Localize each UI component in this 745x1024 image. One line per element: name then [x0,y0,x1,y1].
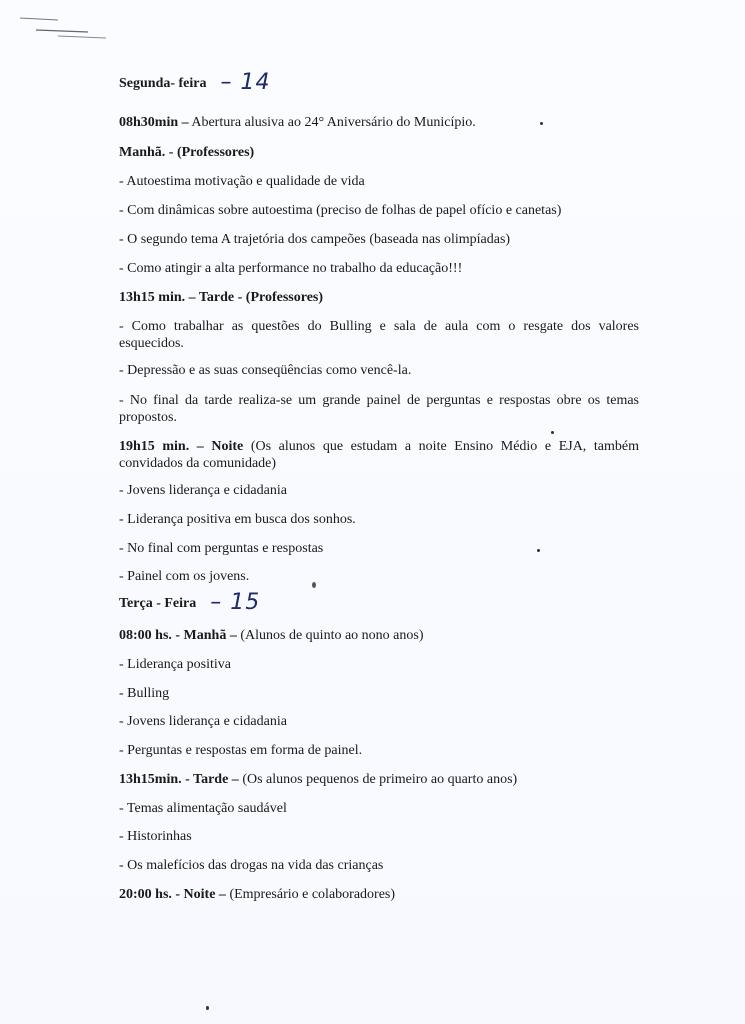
list-item: - O segundo tema A trajetória dos campeões (baseada nas olimpíadas) [119,232,511,247]
list-item: - Bulling [119,686,170,701]
scan-speck [206,1006,209,1010]
list-item: - Autoestima motivação e qualidade de vida [119,174,365,189]
list-item: - Depressão e as suas conseqüências como vencê-la. [119,363,412,378]
list-item: - Liderança positiva [119,657,231,672]
list-item: - No final da tarde realiza-se um grande painel de perguntas e respostas obre os temas propostos. [119,393,639,425]
scan-speck [540,122,543,125]
list-item: - Os malefícios das drogas na vida das crianças [119,858,384,873]
tuesday-handwritten-date: – 15 [210,590,261,615]
tuesday-title: Terça - Feira – 15 [119,590,261,615]
scan-speck [537,549,540,552]
list-item: - Perguntas e respostas em forma de painel. [119,743,363,758]
list-item: - Jovens liderança e cidadania [119,483,287,498]
list-item: - Temas alimentação saudável [119,801,287,816]
list-item: - Como trabalhar as questões do Bulling e sala de aula com o resgate dos valores esquecidos. [119,319,639,351]
list-item: - Liderança positiva em busca dos sonhos. [119,512,356,527]
list-item: - Com dinâmicas sobre autoestima (preciso de folhas de papel ofício e canetas) [119,203,562,218]
list-item: - Painel com os jovens. [119,569,250,584]
scan-edge-mark [18,8,108,48]
scan-speck [551,431,554,434]
list-item: - Como atingir a alta performance no trabalho da educação!!! [119,261,463,276]
tuesday-afternoon-heading: 13h15min. - Tarde – (Os alunos pequenos de primeiro ao quarto anos) [119,772,518,787]
monday-title: Segunda- feira – 14 [119,70,271,95]
monday-handwritten-date: – 14 [220,70,271,95]
tuesday-night-heading: 20:00 hs. - Noite – (Empresário e colaboradores) [119,887,396,902]
monday-night-heading: 19h15 min. – Noite (Os alunos que estudam a noite Ensino Médio e EJA, também convidados da comunidade) [119,439,639,471]
monday-afternoon-heading: 13h15 min. – Tarde - (Professores) [119,290,324,305]
tuesday-morning-heading: 08:00 hs. - Manhã – (Alunos de quinto ao nono anos) [119,628,424,643]
list-item: - Jovens liderança e cidadania [119,714,287,729]
list-item: - No final com perguntas e respostas [119,541,324,556]
monday-morning-heading: Manhã. - (Professores) [119,145,255,160]
monday-opening-line: 08h30min – Abertura alusiva ao 24° Aniversário do Município. [119,115,476,130]
scan-speck [312,582,316,588]
list-item: - Historinhas [119,829,192,844]
